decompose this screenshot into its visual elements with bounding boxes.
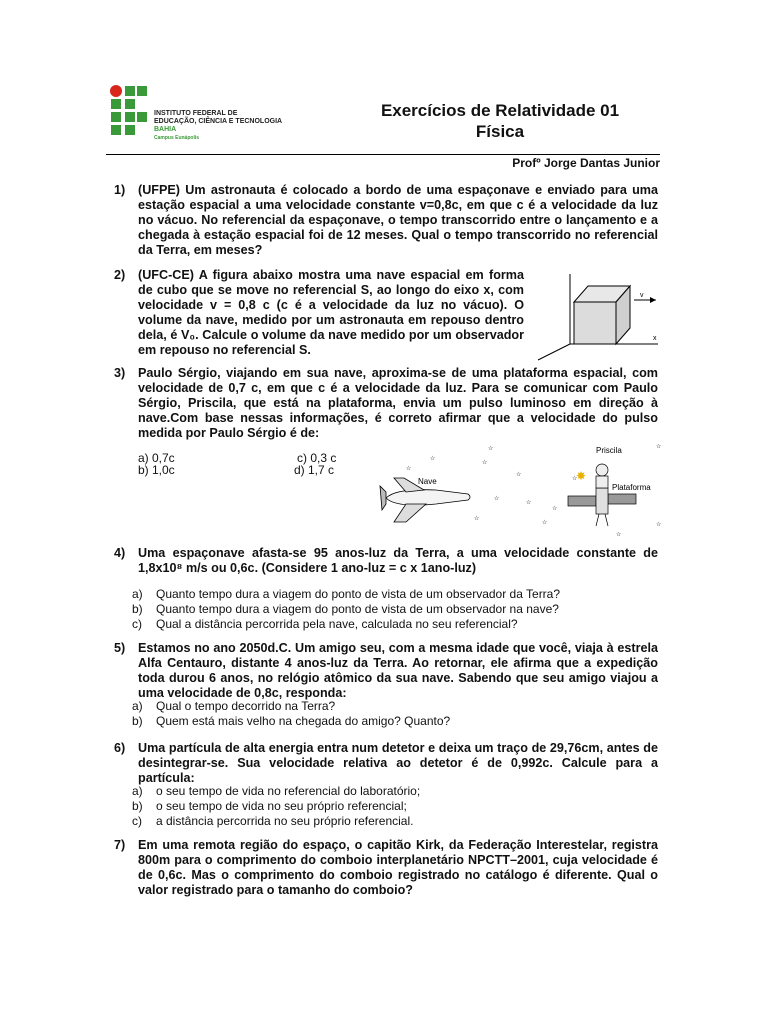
svg-text:☆: ☆ (542, 520, 548, 526)
svg-text:☆: ☆ (488, 446, 494, 452)
svg-text:☆: ☆ (494, 496, 500, 502)
svg-text:☆: ☆ (516, 472, 522, 478)
svg-text:☆: ☆ (572, 476, 578, 482)
priscila-label: Priscila (596, 446, 622, 455)
q3-option-c: c) 0,3 c (297, 451, 337, 465)
title-line2: Física (475, 122, 525, 141)
plataforma-label: Plataforma (612, 483, 651, 492)
cube-spaceship-figure (532, 266, 662, 362)
question-number: 5) (114, 641, 126, 655)
q3-option-a: a) 0,7c (138, 451, 175, 465)
svg-text:☆: ☆ (430, 456, 436, 462)
question-number: 6) (114, 741, 126, 755)
light-pulse-icon: ✸ (576, 469, 587, 483)
question-number: 2) (114, 268, 126, 282)
question-number: 3) (114, 366, 126, 380)
question-text: Uma partícula de alta energia entra num detetor e deixa um traço de 29,76cm, antes de desintegrar-se. Sua velocidade relativa ao detetor é de 0,992c. Calcule para a partícula: (138, 741, 658, 785)
page-title (300, 100, 700, 142)
svg-text:☆: ☆ (552, 506, 558, 512)
question-text: (UFC-CE) A figura abaixo mostra uma nave espacial em forma de cubo que se move no referencial S, ao longo do eixo x, com velocidade v = 0,8 c (c é a velocidade da luz no vácuo). O volume da nave, medido por um astronauta em repouso dentro dela, é V₀. Calcule o volume da nave medido por um observador em repouso no referencial S. (138, 268, 524, 357)
question-text: (UFPE) Um astronauta é colocado a bordo de uma espaçonave e enviado para uma estação espacial a uma velocidade constante v=0,8c, em que c é a velocidade da luz no vácuo. No referencial da espaçonave, o tempo transcorrido entre o lançamento e a chegada à estação espacial foi de 12 meses. Qual o tempo transcorrido no referencial da Terra, em meses? (138, 183, 658, 257)
svg-text:☆: ☆ (656, 522, 662, 528)
svg-text:☆: ☆ (616, 532, 622, 538)
logo-line3: BAHIA (154, 126, 177, 133)
svg-text:☆: ☆ (656, 444, 662, 450)
title-line1: Exercícios de Relatividade 01 (380, 101, 620, 120)
question-number: 1) (114, 183, 126, 197)
question-number: 4) (114, 546, 126, 560)
q3-option-b: b) 1,0c (138, 463, 175, 477)
institute-logo (106, 84, 286, 140)
question-text: Paulo Sérgio, viajando em sua nave, aproxima-se de uma plataforma espacial, com velocidade de 0,7 c, em que c é a velocidade da luz. Para se comunicar com Paulo Sérgio, Priscila, que está na plataforma, envia um pulso luminoso em direção à nave.Com base nessas informações, é correto afirmar que a velocidade do pulso medida por Paulo Sérgio é de: (138, 366, 658, 440)
velocity-label: v (640, 292, 644, 299)
svg-text:☆: ☆ (526, 500, 532, 506)
question-text: Em uma remota região do espaço, o capitão Kirk, da Federação Interestelar, registra 800m para o comprimento do comboio interplanetário NPCTT–2001, cuja velocidade é de 0,6c. Mas o comprimento do comboio registrado no catálogo é diferente. Qual o valor registrado para o tamanho do comboio? (138, 838, 658, 897)
q3-option-d: d) 1,7 c (294, 463, 335, 477)
x-axis-label: x (653, 335, 657, 342)
svg-text:☆: ☆ (474, 516, 480, 522)
logo-line4: Campus Eunápolis (154, 135, 200, 141)
logo-line2: EDUCAÇÃO, CIÊNCIA E TECNOLOGIA (154, 118, 283, 125)
professor-name: Profº Jorge Dantas Junior (512, 156, 660, 170)
svg-text:☆: ☆ (406, 466, 412, 472)
nave-label: Nave (418, 477, 437, 486)
question-text: Estamos no ano 2050d.C. Um amigo seu, com a mesma idade que você, viaja à estrela Alfa Centauro, distante 4 anos-luz da Terra. Ao retornar, ele afirma que a expedição toda durou 6 anos, no relógio atômico da sua nave. Sabendo que seu amigo viajou a uma velocidade de 0,8c, responda: (138, 641, 658, 700)
question-number: 7) (114, 838, 126, 852)
question-text: Uma espaçonave afasta-se 95 anos-luz da Terra, a uma velocidade constante de 1,8x10⁸ m/s ou 0,6c. (Considere 1 ano-luz = c x 1ano-luz) (138, 546, 658, 575)
header-divider (106, 154, 660, 155)
logo-line1: INSTITUTO FEDERAL DE (154, 110, 238, 117)
svg-text:☆: ☆ (482, 460, 488, 466)
spaceship-platform-figure (376, 440, 666, 540)
